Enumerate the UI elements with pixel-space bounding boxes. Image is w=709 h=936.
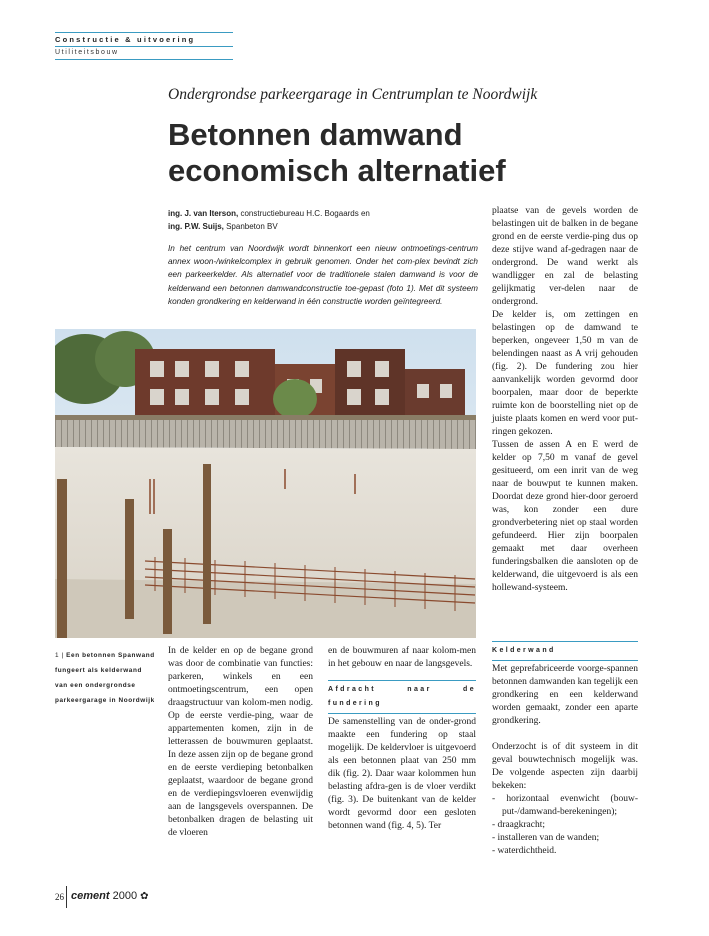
aspects-list	[492, 793, 638, 858]
section-label: Constructie & uitvoering	[55, 35, 196, 44]
col1-paragraph-1: In de kelder en op de begane grond was door de combinatie van functies: parkeren, winkels en een ontmoetingscentrum, een open draagstructuur van kolom-men nodig. Op de eerste verdie-ping, waar de appartementen komen, zijn in de letterassen de bouwmuren geplaatst. In deze assen zijn op de begane grond en de eerste verdieping betonbalken geplaatst, waardoor de begane grond en de verdiepingsvloeren evenwijdig aan de langsgevels overspannen. De betonbalken dragen de belasting uit de vloeren	[168, 646, 313, 838]
gear-icon: ✿	[140, 891, 149, 902]
photo-caption	[55, 648, 155, 708]
heading-afdracht: Afdracht naar de fundering	[328, 680, 476, 714]
footer-divider	[66, 886, 67, 908]
author-2-name: ing. P.W. Suijs,	[168, 222, 224, 231]
caption-number: 1 |	[55, 652, 64, 659]
right-column-upper	[492, 205, 638, 595]
author-2-org: Spanbeton BV	[223, 222, 278, 231]
article-intro: In het centrum van Noordwijk wordt binnenkort een nieuw ontmoetings-centrum annex woon-/winkelcomplex in gebruik genomen. Onder het com-plex bevindt zich een parkeerkelder. Als alternatief voor de traditionele stalen damwand is voor de kelderwand een betonnen damwandconstructie toe-gepast (foto 1). Met dit systeem konden grondkering en kelderwand in één constructie worden geïntegreerd.	[168, 244, 478, 306]
column-1	[168, 645, 313, 840]
header-rule-top	[55, 32, 233, 33]
article-title	[168, 117, 506, 189]
magazine-brand	[71, 890, 149, 902]
brand-name: cement	[71, 890, 110, 902]
subsection-label: Utiliteitsbouw	[55, 49, 119, 56]
authors	[168, 207, 478, 233]
column-2	[328, 645, 476, 833]
col2-paragraph-1: en de bouwmuren af naar kolom-men in het gebouw en naar de langsgevels.	[328, 646, 476, 669]
heading-kelderwand: Kelderwand	[492, 641, 638, 661]
header-rule-bottom	[55, 59, 233, 60]
list-item: - horizontaal evenwicht (bouw-put-/damwand-berekeningen);	[492, 794, 638, 817]
author-1	[168, 207, 478, 220]
author-1-name: ing. J. van Iterson,	[168, 209, 239, 218]
col2-paragraph-2: De samenstelling van de onder-grond maakte een fundering op staal mogelijk. De keldervloer is uitgevoerd als een betonnen plaat van 250 mm dik (fig. 2). Daar waar kolommen hun belasting afdra-gen is de vloer verdikt (fig. 3). De buitenkant van de kelder wordt gevormd door een gesloten betonnen wand (fig. 4, 5). Ter	[328, 717, 476, 831]
col3-paragraph-2: Onderzocht is of dit systeem in dit geval bouwtechnisch mogelijk was. De volgende aspecten zijn daarbij bekeken:	[492, 742, 638, 791]
right-paragraph-1: plaatse van de gevels worden de belastingen uit de balken in de begane grond en de eerste verdie-ping dus op deze stijve wand af-gedragen naar de ondergrond. De wand werkt als wandligger en zal de belasting gelijkmatig ver-delen naar de ondergrond.	[492, 206, 638, 307]
brand-year: 2000	[112, 890, 138, 902]
list-item: - installeren van de wanden;	[492, 833, 600, 843]
list-item: - draagkracht;	[492, 820, 546, 830]
author-1-org: constructiebureau H.C. Bogaards en	[238, 209, 370, 218]
right-paragraph-2: De kelder is, om zettingen en belastingen op de damwand te beperken, ongeveer 1,50 m van de belendingen naast as A vrij gehouden (fig. 2). De fundering zou hier aanvankelijk worden gevormd door boorpalen, maar door de beperkte ruimte kon de boorstelling niet op de juiste plaats komen en werd voor put-ringen gekozen.	[492, 310, 638, 437]
col3-paragraph-1: Met geprefabriceerde voorge-spannen betonnen damwanden kan tegelijk een grondkering en een kelderwand worden gemaakt, zonder een aparte grondkering.	[492, 664, 638, 726]
list-item: - waterdichtheid.	[492, 846, 557, 856]
header-rule-middle	[55, 46, 233, 47]
construction-photo	[55, 329, 476, 638]
author-2	[168, 220, 478, 233]
title-line-2: economisch alternatief	[168, 153, 506, 188]
title-line-1: Betonnen damwand	[168, 117, 463, 152]
caption-text: Een betonnen Spanwand fungeert als kelderwand van een ondergrondse parkeergarage in Noordwijk	[55, 652, 155, 704]
article-subtitle: Ondergrondse parkeergarage in Centrumplan te Noordwijk	[168, 86, 538, 103]
column-3	[492, 641, 638, 858]
page-number: 26	[55, 892, 64, 902]
right-paragraph-3: Tussen de assen A en E werd de kelder op 7,50 m vanaf de gevel gesitueerd, om een inrit van de weg naar de bouwput te kunnen maken. Doordat deze grond hier-door geroerd was, kon zonder een dure grondverbetering niet op staal worden gefundeerd. Hier zijn boorpalen gemaakt met daar overheen funderingsbalken die aansloten op de kelderwand, die uitgevoerd is als een hollewand-systeem.	[492, 440, 638, 593]
